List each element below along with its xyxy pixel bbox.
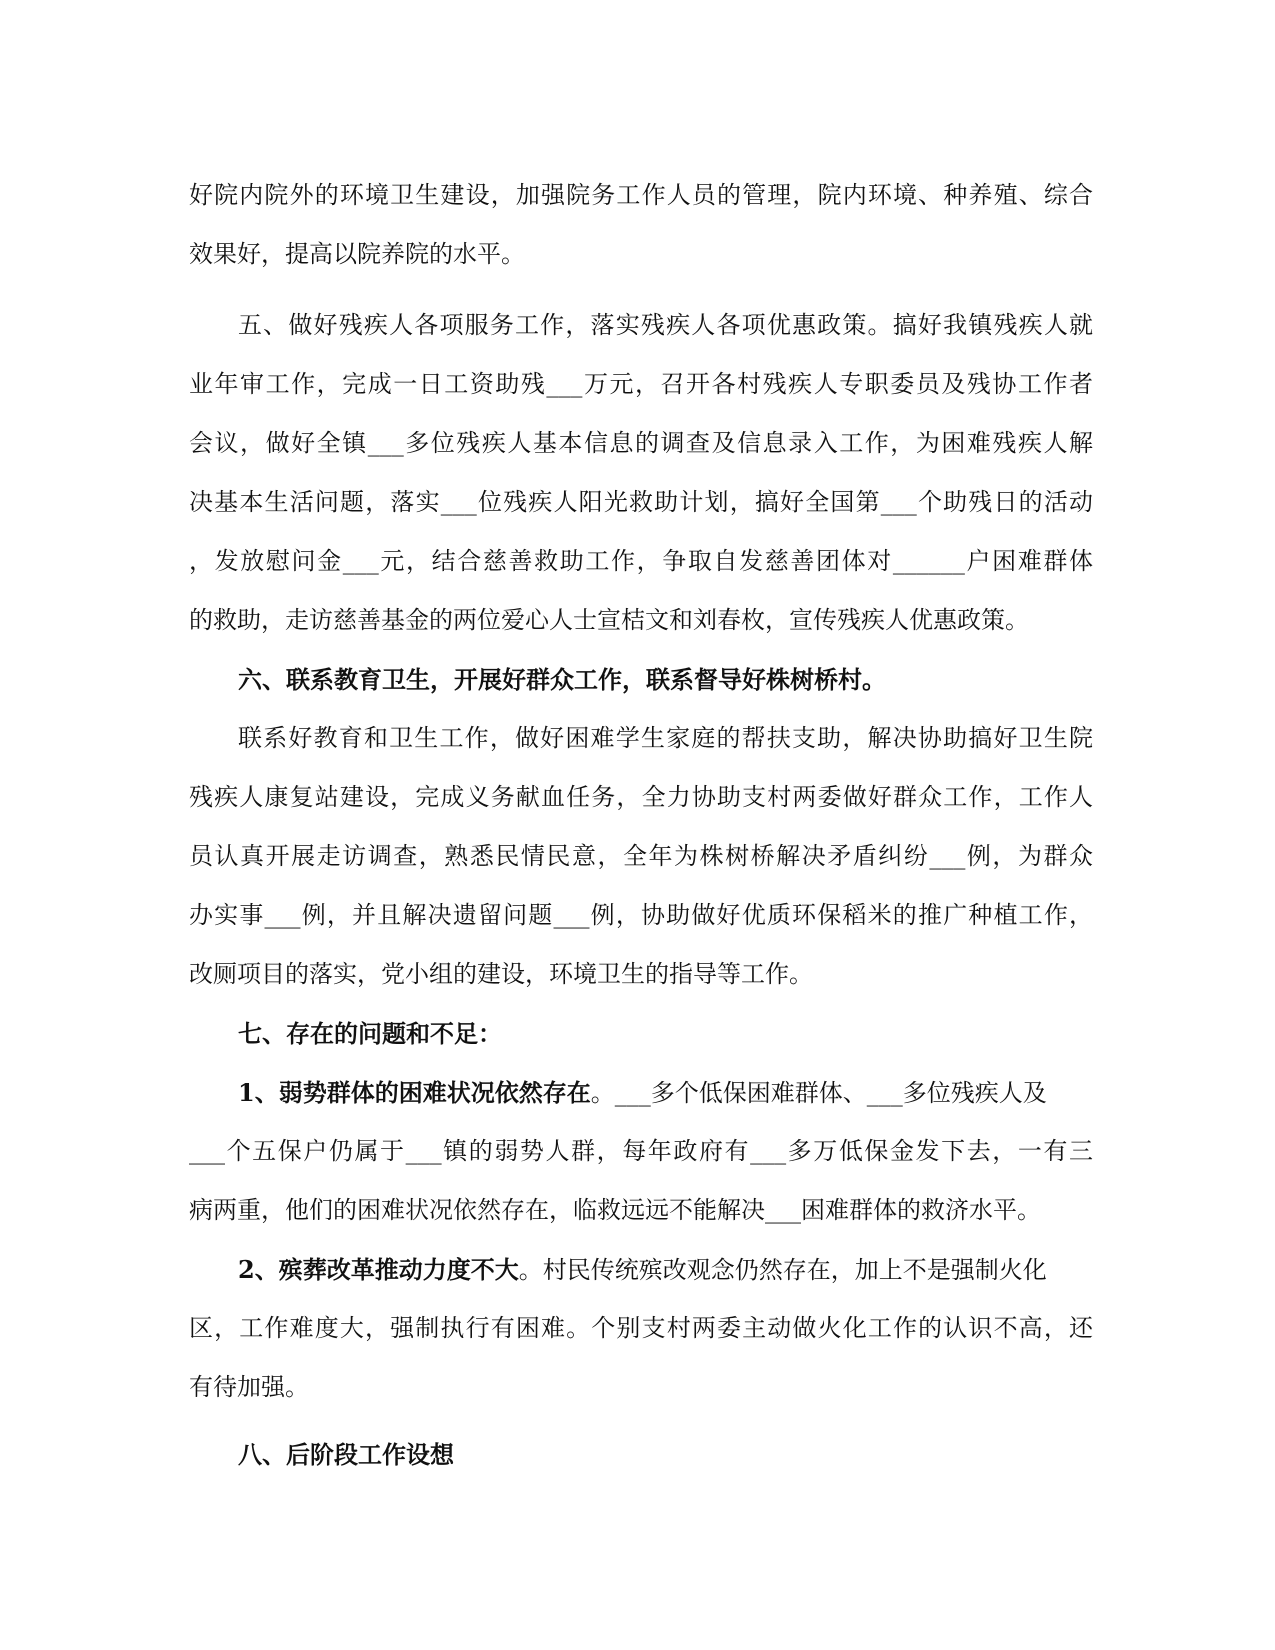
paragraph-line: 决基本生活问题，落实___位残疾人阳光救助计划，搞好全国第___个助残日的活动 <box>189 488 1093 516</box>
paragraph-line: 改厕项目的落实，党小组的建设，环境卫生的指导等工作。 <box>189 960 813 988</box>
section-heading: 七、存在的问题和不足： <box>238 1019 502 1048</box>
paragraph-line: 病两重，他们的困难状况依然存在，临救远远不能解决___困难群体的救济水平。 <box>189 1196 1041 1224</box>
subsection-title: 1、弱势群体的困难状况依然存在 <box>238 1078 591 1107</box>
paragraph-line: ，发放慰问金___元，结合慈善救助工作，争取自发慈善团体对______户困难群体 <box>189 547 1093 575</box>
section-heading: 六、联系教育卫生，开展好群众工作，联系督导好株树桥村。 <box>238 665 886 694</box>
paragraph-text: 。___多个低保困难群体、___多位残疾人及 <box>590 1079 1047 1107</box>
paragraph-line: 区，工作难度大，强制执行有困难。个别支村两委主动做火化工作的认识不高，还 <box>189 1314 1093 1342</box>
paragraph-line: 残疾人康复站建设，完成义务献血任务，全力协助支村两委做好群众工作，工作人 <box>189 783 1093 811</box>
paragraph-line <box>189 1240 1093 1299</box>
section-heading: 八、后阶段工作设想 <box>238 1440 454 1469</box>
paragraph-line: 员认真开展走访调查，熟悉民情民意，全年为株树桥解决矛盾纠纷___例，为群众 <box>189 842 1093 870</box>
paragraph-line: 有待加强。 <box>189 1373 309 1401</box>
paragraph-line: 的救助，走访慈善基金的两位爱心人士宣桔文和刘春枚，宣传残疾人优惠政策。 <box>189 606 1029 634</box>
subsection-title: 2、殡葬改革推动力度不大 <box>238 1255 519 1284</box>
paragraph-line <box>189 1063 1093 1122</box>
paragraph-line: 好院内院外的环境卫生建设，加强院务工作人员的管理，院内环境、种养殖、综合 <box>189 181 1093 209</box>
paragraph-line: 效果好，提高以院养院的水平。 <box>189 240 525 268</box>
document-page <box>189 166 1093 1484</box>
paragraph-line: 办实事___例，并且解决遗留问题___例，协助做好优质环保稻米的推广种植工作， <box>189 901 1093 929</box>
paragraph-text: 。村民传统殡改观念仍然存在，加上不是强制火化 <box>518 1256 1047 1284</box>
paragraph-line: 联系好教育和卫生工作，做好困难学生家庭的帮扶支助，解决协助搞好卫生院 <box>238 724 1093 752</box>
paragraph-line: 会议，做好全镇___多位残疾人基本信息的调查及信息录入工作，为困难残疾人解 <box>189 429 1093 457</box>
paragraph-line: 业年审工作，完成一日工资助残___万元，召开各村残疾人专职委员及残协工作者 <box>189 370 1093 398</box>
paragraph-line: 五、做好残疾人各项服务工作，落实残疾人各项优惠政策。搞好我镇残疾人就 <box>238 311 1093 339</box>
paragraph-line: ___个五保户仍属于___镇的弱势人群，每年政府有___多万低保金发下去，一有三 <box>189 1137 1093 1165</box>
